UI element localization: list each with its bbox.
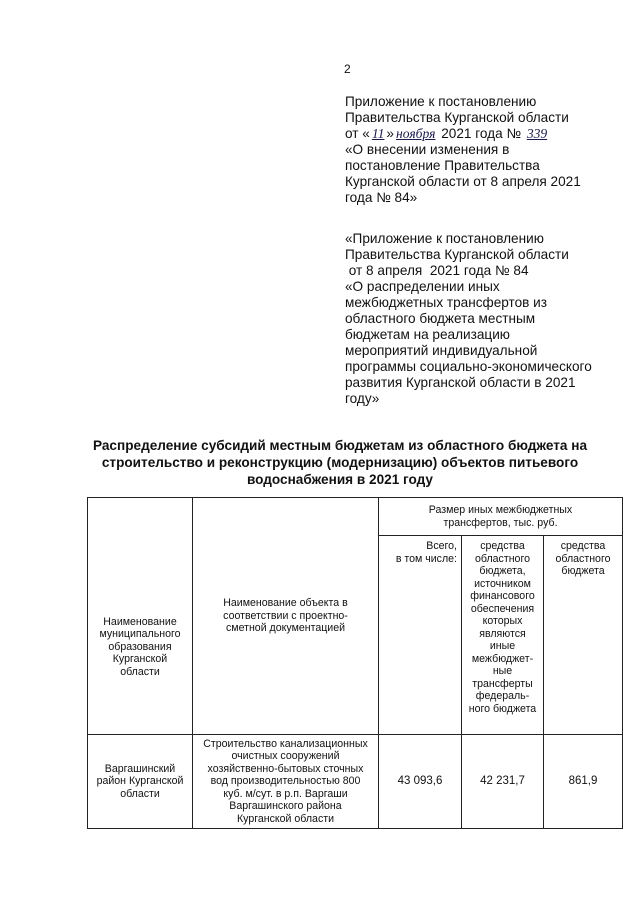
appendix-original-line7: бюджетам на реализацию	[345, 327, 510, 342]
distribution-table	[87, 497, 623, 829]
appendix-current-line6: Курганской области от 8 апреля 2021	[345, 174, 581, 189]
title-line2: строительство и реконструкцию (модернизацию) объектов питьевого	[101, 455, 579, 470]
date-mid: »	[386, 126, 394, 141]
header-regional-funds: средства областного бюджета	[544, 536, 623, 735]
appendix-original-line4: «О распределении иных	[345, 279, 500, 294]
row-federal-value: 42 231,7	[462, 735, 544, 829]
title-line3: водоснабжения в 2021 году	[246, 472, 433, 487]
title-line1: Распределение субсидий местным бюджетам из областного бюджета на	[92, 438, 588, 453]
table-row	[88, 735, 623, 829]
row-object: Строительство канализационных очистных сооружений хозяйственно-бытовых сточных вод производительностью 800 куб. м/сут. в р.п. Варгаши Варгашинского района Курганской области	[193, 735, 379, 829]
appendix-original-line8: мероприятий индивидуальной	[345, 343, 538, 358]
page-number: 2	[344, 62, 351, 76]
date-prefix: от «	[345, 126, 370, 141]
appendix-original-line6: областного бюджета местным	[345, 311, 536, 326]
handwritten-doc-number: 339	[526, 126, 548, 141]
header-object: Наименование объекта в соответствии с проектно- сметной документацией	[193, 498, 379, 735]
appendix-original-line2: Правительства Курганской области	[345, 247, 569, 262]
appendix-current-line1: Приложение к постановлению	[345, 94, 537, 109]
appendix-original-line1: «Приложение к постановлению	[345, 231, 544, 246]
appendix-current-line2: Правительства Курганской области	[345, 110, 569, 125]
handwritten-day: 11	[371, 126, 385, 141]
header-amount: Размер иных межбюджетных трансфертов, тыс. руб.	[379, 498, 623, 536]
row-total-value: 43 093,6	[379, 735, 462, 829]
appendix-current-line5: постановление Правительства	[345, 158, 540, 173]
appendix-original-line10: развития Курганской области в 2021	[345, 375, 576, 390]
header-total: Всего, в том числе:	[379, 536, 462, 735]
appendix-original-line5: межбюджетных трансфертов из	[345, 295, 548, 310]
row-regional-value: 861,9	[544, 735, 623, 829]
appendix-original-line9: программы социально-экономического	[345, 359, 592, 374]
header-federal-funds: средства областного бюджета, источником финансового обеспечения которых являются иные межбюджет- ные трансферты федераль- ного бюджета	[462, 536, 544, 735]
appendix-current-date-line	[345, 126, 581, 142]
appendix-original-line11: году»	[345, 391, 380, 406]
appendix-current-block	[345, 94, 581, 206]
appendix-original-line3: от 8 апреля 2021 года № 84	[345, 263, 529, 278]
date-suffix: 2021 года №	[441, 126, 522, 141]
document-title	[60, 437, 620, 488]
appendix-original-block	[345, 231, 592, 407]
appendix-current-line7: года № 84»	[345, 190, 418, 205]
appendix-current-line4: «О внесении изменения в	[345, 142, 510, 157]
header-municipality: Наименование муниципального образования Курганской области	[88, 498, 193, 735]
handwritten-month: ноября	[395, 126, 436, 141]
row-municipality: Варгашинский район Курганской области	[88, 735, 193, 829]
